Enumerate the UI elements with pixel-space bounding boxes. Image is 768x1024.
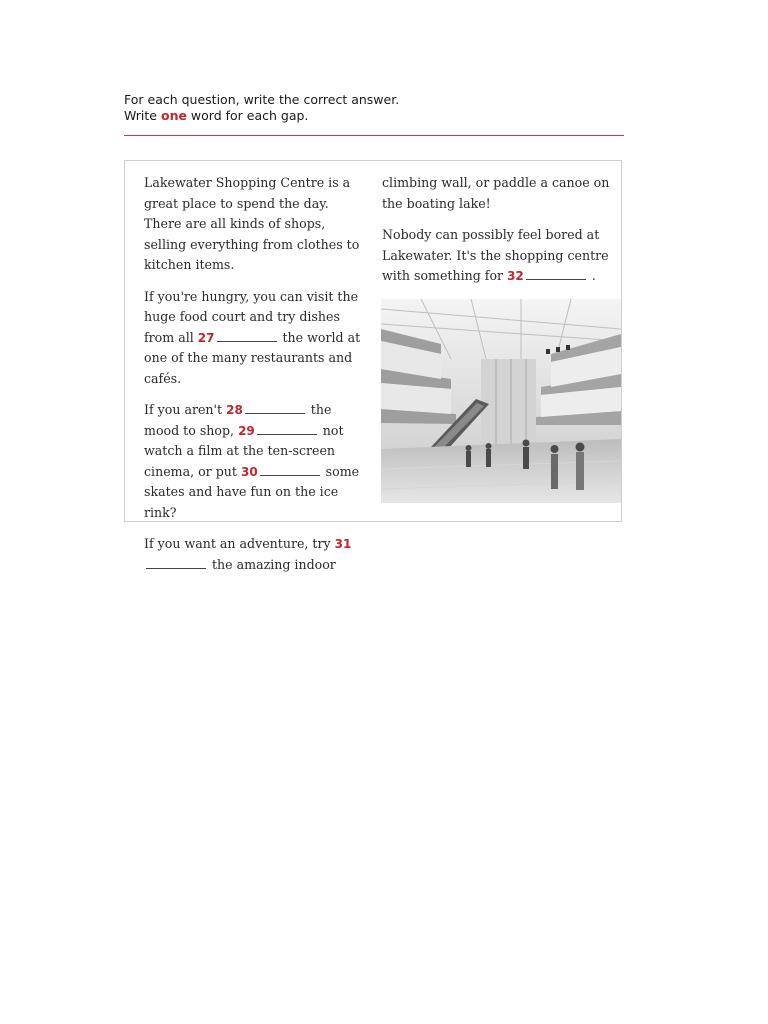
instruction-text: Write — [124, 108, 161, 123]
paragraph-5: climbing wall, or paddle a canoe on the boating lake! — [382, 175, 610, 211]
paragraph-3 — [144, 400, 366, 523]
text: the world at one of the many restaurants and cafés. — [144, 329, 361, 386]
answer-gap-30[interactable] — [260, 464, 320, 476]
answer-gap-27[interactable] — [217, 330, 277, 342]
left-column — [144, 173, 366, 586]
instruction-line-1: For each question, write the correct answer. — [124, 92, 400, 107]
mall-interior-illustration — [381, 299, 621, 503]
text: Nobody can possibly feel bored at Lakewater. It's the shopping centre with something for — [382, 227, 609, 283]
question-number-28: 28 — [226, 403, 243, 417]
paragraph-4 — [144, 534, 366, 575]
text: If you want an adventure, try — [144, 536, 331, 551]
instructions — [124, 92, 624, 124]
text: the amazing indoor — [212, 556, 336, 572]
question-number-27: 27 — [197, 330, 215, 345]
text: If you're hungry, you can visit the huge food court and try dishes from all — [144, 288, 359, 345]
answer-gap-28[interactable] — [245, 402, 305, 414]
paragraph-1: Lakewater Shopping Centre is a great place to spend the day. There are all kinds of shops, selling everything from clothes to kitchen items. — [144, 175, 360, 272]
text: not watch a film at the ten-screen cinema, or put — [144, 422, 344, 479]
question-number-31: 31 — [334, 537, 352, 551]
text: If you aren't — [144, 402, 223, 417]
paragraph-2 — [144, 287, 366, 390]
text: . — [591, 268, 596, 283]
question-number-32: 32 — [507, 269, 524, 283]
instruction-text: word for each gap. — [186, 108, 309, 123]
right-column — [382, 173, 614, 298]
paragraph-6 — [382, 225, 614, 287]
question-number-30: 30 — [240, 464, 258, 479]
answer-gap-32[interactable] — [526, 268, 586, 280]
answer-gap-29[interactable] — [257, 423, 317, 435]
reading-card — [124, 160, 622, 572]
question-number-29: 29 — [238, 423, 255, 438]
answer-gap-31[interactable] — [146, 557, 206, 569]
divider — [124, 135, 624, 136]
shopping-centre-photo — [381, 299, 621, 503]
instruction-highlight: one — [160, 108, 187, 123]
text: some skates and have fun on the ice rink? — [144, 463, 360, 520]
instruction-line-2 — [124, 108, 624, 124]
text: the mood to shop, — [144, 402, 332, 438]
